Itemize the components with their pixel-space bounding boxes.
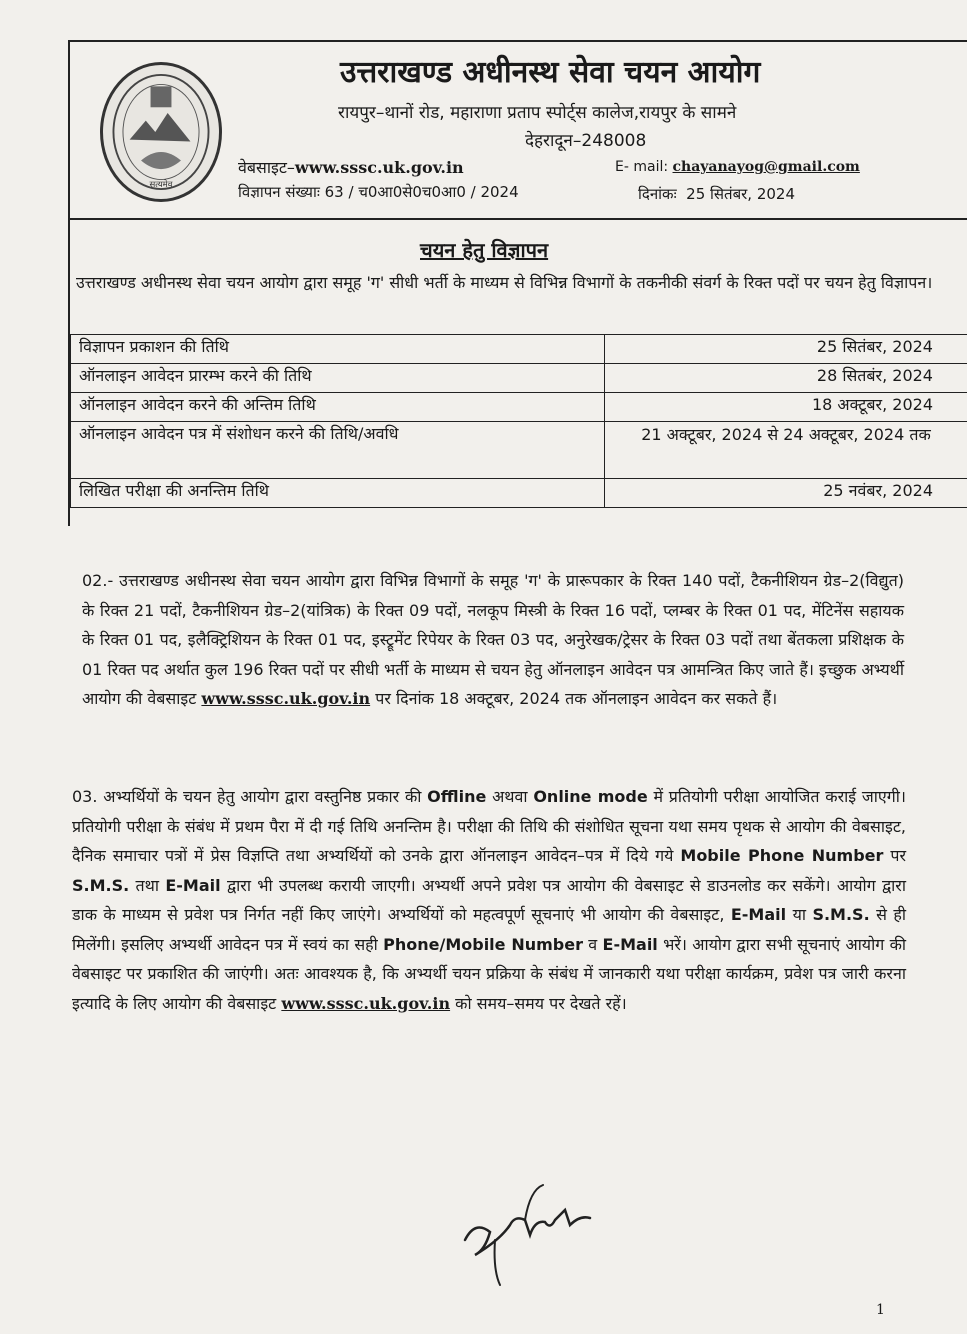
website-link[interactable]: www.sssc.uk.gov.in	[281, 993, 451, 1013]
phone-term: Phone/Mobile Number	[383, 934, 583, 954]
paragraph-text: से ही मिलेंगी। इसलिए अभ्यर्थी आवेदन पत्र में स्वयं का सही	[72, 905, 906, 954]
table-row	[71, 335, 967, 364]
paragraph-text: अभ्यर्थियों के चयन हेतु आयोग द्वारा वस्तुनिष्ठ प्रकार की	[103, 787, 422, 806]
date-label: ऑनलाइन आवेदन पत्र में संशोधन करने की तिथि/अवधि	[71, 422, 605, 479]
website-line	[238, 156, 464, 178]
address-line-2: देहरादून–248008	[525, 131, 647, 151]
table-row	[71, 422, 967, 479]
date-label: लिखित परीक्षा की अनन्तिम तिथि	[71, 479, 605, 508]
table-row	[71, 479, 967, 508]
org-name: उत्तराखण्ड अधीनस्थ सेवा चयन आयोग	[340, 55, 761, 90]
website-link[interactable]: www.sssc.uk.gov.in	[294, 158, 464, 177]
paragraph-text: द्वारा भी उपलब्ध करायी जाएगी। अभ्यर्थी अपने प्रवेश पत्र आयोग की वेबसाइट से डाउनलोड कर सकेंगे। आयोग द्वारा डाक के माध्यम से प्रवेश पत्र निर्गत नहीं किए जाएंगे। अभ्यर्थियों को महत्वपूर्ण सूचनाएं भी आयोग की वेबसाइट,	[72, 875, 906, 924]
paragraph-02	[82, 566, 904, 714]
ad-intro: उत्तराखण्ड अधीनस्थ सेवा चयन आयोग द्वारा समूह 'ग' सीधी भर्ती के माध्यम से विभिन्न विभागों के तकनीकी संवर्ग के रिक्त पदों पर चयन हेतु विज्ञापन।	[76, 273, 933, 292]
paragraph-text: उत्तराखण्ड अधीनस्थ सेवा चयन आयोग द्वारा विभिन्न विभागों के समूह 'ग' के प्रारूपकार के रिक्त 140 पदों, टैकनीशियन ग्रेड–2(विद्युत) के रिक्त 21 पदों, टैकनीशियन ग्रेड–2(यांत्रिक) के रिक्त 09 पदों, नलकूप मिस्त्री के रिक्त 16 पदों, प्लम्बर के रिक्त 01 पद, मेंटिनेंस सहायक के रिक्त 01 पद, इलैक्ट्रिशियन के रिक्त 01 पद, इस्ट्रूमेंट रिपेयर के रिक्त 03 पद, अनुरेखक/ट्रेसर के रिक्त 03 पदों तथा बेंतकला प्रशिक्षक के 01 रिक्त पद अर्थात कुल 196 रिक्त पदों पर सीधी भर्ती के माध्यम से चयन हेतु ऑनलाइन आवेदन पत्र आमन्त्रित किए जाते हैं। इच्छुक अभ्यर्थी आयोग की वेबसाइट	[82, 571, 904, 708]
email-term: E-Mail	[602, 934, 658, 954]
paragraph-text: व	[588, 934, 598, 954]
paragraph-text: तथा	[135, 875, 160, 895]
signature	[455, 1180, 605, 1290]
mobile-term: Mobile Phone Number	[680, 846, 884, 865]
date-value: 25 नवंबर, 2024	[605, 479, 967, 508]
date-label: ऑनलाइन आवेदन प्रारम्भ करने की तिथि	[71, 364, 605, 393]
dates-table	[70, 334, 967, 508]
sms-term: S.M.S.	[72, 875, 130, 895]
paragraph-text: अथवा	[492, 787, 528, 806]
paragraph-text: भरें। आयोग द्वारा सभी सूचनाएं आयोग की वेबसाइट पर प्रकाशित की जाएंगी। अतः आवश्यक है, कि अभ्यर्थी चयन प्रक्रिया के संबंध में जानकारी यथा परीक्षा कार्यक्रम, प्रवेश पत्र जारी करना इत्यादि के लिए आयोग की वेबसाइट	[72, 934, 906, 1013]
address-line-1: रायपुर–थानों रोड, महाराणा प्रताप स्पोर्ट्स कालेज,रायपुर के सामने	[338, 103, 737, 123]
online-term: Online mode	[533, 787, 648, 806]
letterhead	[68, 40, 967, 220]
paragraph-text: या	[792, 905, 806, 924]
commission-emblem-icon	[100, 62, 222, 202]
paragraph-number: 02.-	[82, 571, 114, 590]
advertisement-date	[638, 184, 795, 204]
date-value: 25 सितंबर, 2024	[605, 335, 967, 364]
email-label: E- mail:	[615, 159, 669, 175]
table-row	[71, 393, 967, 422]
email-link[interactable]: chayanayog@gmail.com	[672, 159, 860, 175]
advertisement-number: विज्ञापन संख्याः 63 / च0आ0से0च0आ0 / 2024	[238, 183, 519, 201]
date-value: 18 अक्टूबर, 2024	[605, 393, 967, 422]
date-value: 28 सितबंर, 2024	[605, 364, 967, 393]
date-label: विज्ञापन प्रकाशन की तिथि	[71, 335, 605, 364]
table-row	[71, 364, 967, 393]
offline-term: Offline	[427, 787, 487, 806]
website-link[interactable]: www.sssc.uk.gov.in	[201, 689, 371, 708]
ad-title: चयन हेतु विज्ञापन	[420, 238, 549, 262]
paragraph-number: 03.	[72, 787, 98, 806]
page-number: 1	[876, 1302, 885, 1318]
date-label: ऑनलाइन आवेदन करने की अन्तिम तिथि	[71, 393, 605, 422]
paragraph-text: को समय–समय पर देखते रहें।	[455, 993, 627, 1013]
paragraph-text: पर	[890, 846, 907, 865]
date-value: 21 अक्टूबर, 2024 से 24 अक्टूबर, 2024 तक	[605, 422, 967, 479]
sms-term: S.M.S.	[812, 905, 870, 924]
adv-date-label: दिनांकः	[638, 185, 677, 203]
email-line	[615, 159, 860, 175]
email-term: E-Mail	[165, 875, 221, 895]
emblem-graphic	[103, 65, 219, 199]
website-label: वेबसाइट–	[238, 158, 295, 177]
svg-text:सत्यमेव: सत्यमेव	[149, 180, 173, 191]
paragraph-text: पर दिनांक 18 अक्टूबर, 2024 तक ऑनलाइन आवेदन कर सकते हैं।	[375, 689, 778, 708]
email-term: E-Mail	[730, 905, 787, 924]
adv-date-value: 25 सितंबर, 2024	[686, 185, 796, 203]
paragraph-03	[72, 782, 906, 1018]
paragraph-text: में प्रतियोगी परीक्षा आयोजित कराई जाएगी। प्रतियोगी परीक्षा के संबंध में प्रथम पैरा में दी गई तिथि अनन्तिम है। परीक्षा की तिथि की संशोधित सूचना यथा समय पृथक से आयोग की वेबसाइट, दैनिक समाचार पत्रों में प्रेस विज्ञप्ति तथा अभ्यर्थियों को उनके द्वारा ऑनलाइन आवेदन–पत्र में दिये गये	[72, 787, 906, 865]
